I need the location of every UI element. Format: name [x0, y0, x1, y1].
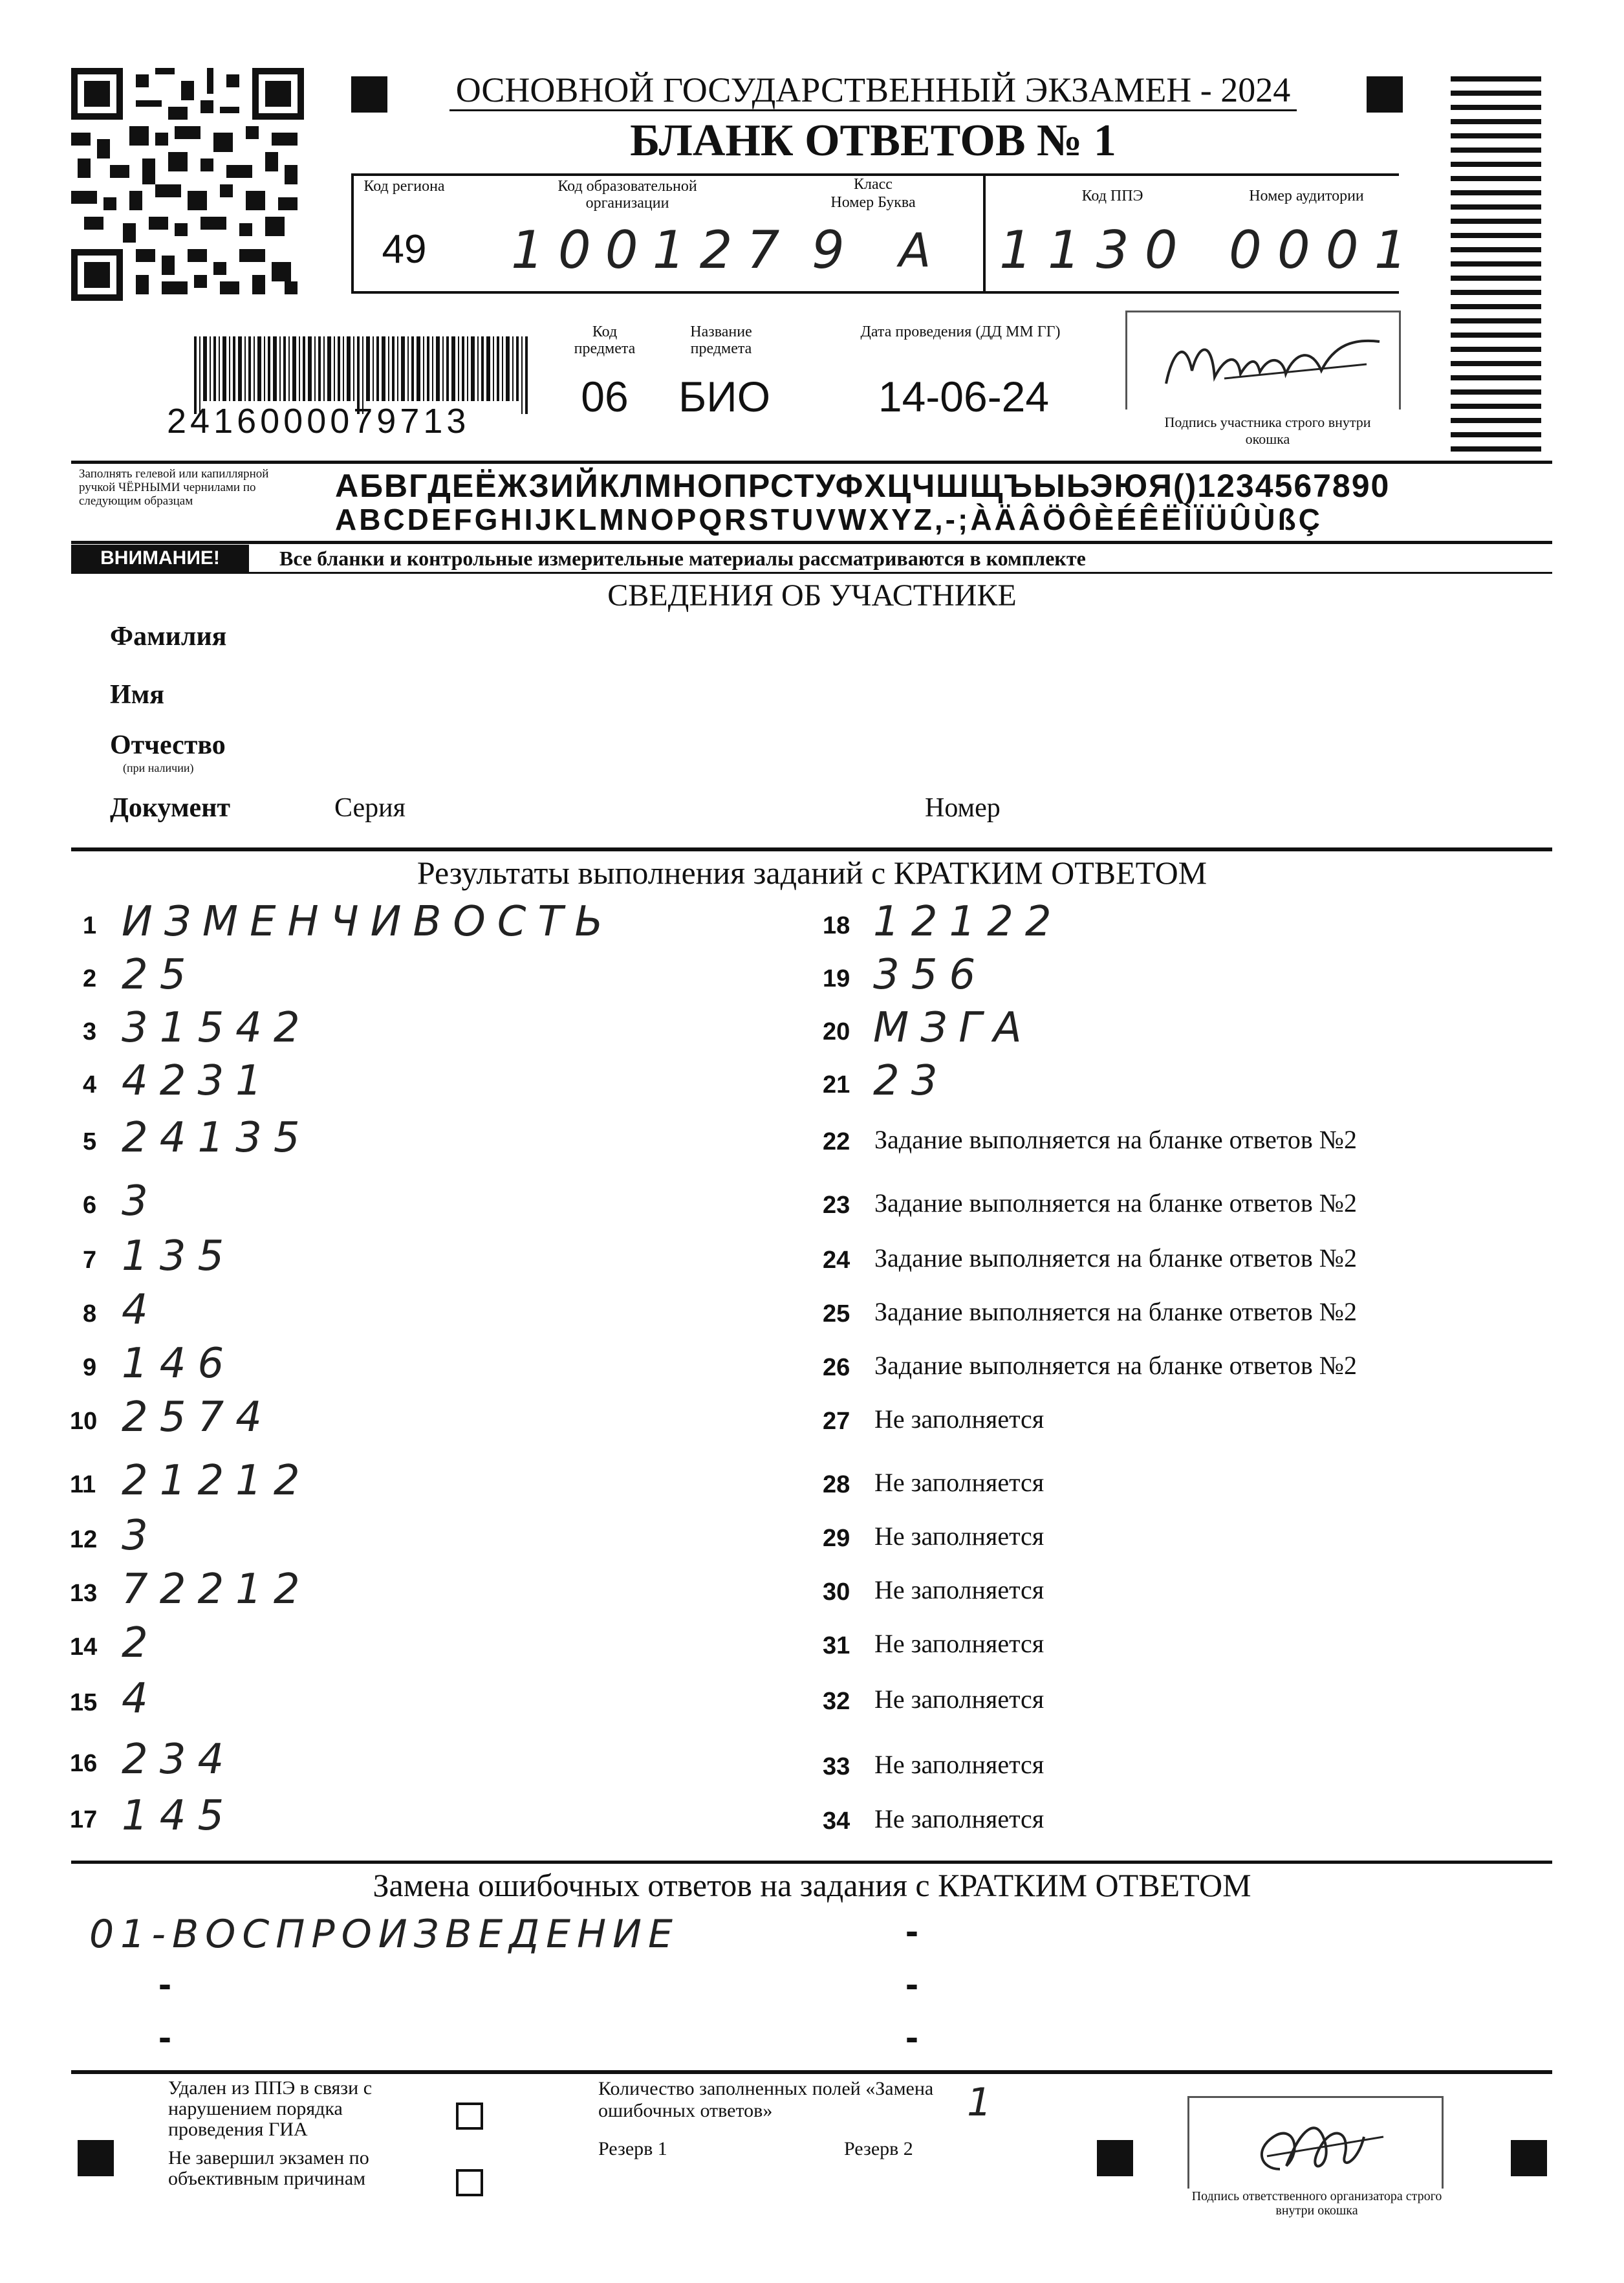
task-number: 4: [83, 1071, 97, 1098]
answer-value: 2574: [122, 1393, 274, 1441]
codes-box-left: [351, 173, 354, 294]
replacement-dash: -: [905, 1962, 918, 2005]
replacement-dash: -: [905, 1909, 918, 1952]
answer-value: 2: [122, 1619, 160, 1667]
exam-date-value: 14-06-24: [878, 373, 1050, 421]
task-number: 7: [83, 1247, 97, 1274]
class-sub-label: Номер Буква: [830, 194, 916, 211]
results-divider: [71, 847, 1552, 851]
anchor-marker-bottom-left: [78, 2140, 114, 2176]
form-title: [420, 70, 1326, 110]
task-note: Не заполняется: [874, 1685, 1045, 1714]
answer-value: 72212: [122, 1566, 312, 1613]
results-title: Результаты выполнения заданий с КРАТКИМ ОТВЕТОМ: [417, 855, 1207, 891]
number-label: Номер: [925, 793, 1001, 823]
organizer-signature-box: [1187, 2096, 1444, 2189]
answer-value: 4231: [122, 1057, 274, 1105]
task-number: 33: [823, 1753, 850, 1780]
task-number: 25: [823, 1300, 850, 1327]
surname-label: Фамилия: [110, 622, 227, 651]
subject-name-value: БИО: [678, 373, 771, 421]
replacement-divider: [71, 1861, 1552, 1864]
replacement-count-label: Количество заполненных полей «Замена ошибочных ответов»: [598, 2078, 934, 2121]
task-note: Не заполняется: [874, 1468, 1045, 1497]
answer-value: 356: [873, 951, 988, 999]
codes-box-divider: [983, 173, 986, 294]
answer-value: ИЗМЕНЧИВОСТЬ: [122, 898, 615, 946]
task-number: 11: [70, 1471, 96, 1498]
replacement-count-value: 1: [967, 2080, 1001, 2125]
series-label: Серия: [334, 793, 406, 823]
room-label: Номер аудитории: [1249, 188, 1364, 204]
organizer-signature: [1189, 2098, 1442, 2189]
reserve-1: Резерв 1: [598, 2138, 667, 2159]
org-label: Код образовательной организации: [558, 178, 697, 212]
task-note: Задание выполняется на бланке ответов №2: [874, 1297, 1357, 1326]
signature-caption: Подпись участника строго внутри окошка: [1164, 414, 1371, 447]
task-number: 19: [823, 965, 850, 992]
class-letter: А: [899, 223, 940, 278]
task-number: 32: [823, 1688, 850, 1715]
room-value: 0001: [1229, 220, 1423, 280]
answer-value: 145: [122, 1792, 236, 1840]
task-number: 13: [70, 1580, 98, 1607]
task-number: 16: [70, 1750, 98, 1777]
task-number: 34: [823, 1808, 850, 1835]
task-number: 27: [823, 1408, 850, 1435]
replacement-title: Замена ошибочных ответов на задания с КРАТКИМ ОТВЕТОМ: [373, 1867, 1251, 1903]
task-note: Не заполняется: [874, 1629, 1045, 1658]
task-note: Не заполняется: [874, 1750, 1045, 1779]
task-number: 6: [83, 1192, 97, 1219]
answer-value: 146: [122, 1340, 236, 1388]
answer-value: 3: [122, 1177, 160, 1225]
task-number: 15: [70, 1689, 98, 1716]
task-number: 9: [83, 1354, 97, 1381]
patronymic-label: Отчество: [110, 730, 226, 760]
timing-stripes: [1451, 76, 1541, 452]
org-value: 100127: [511, 220, 794, 280]
anchor-marker-top-left: [351, 76, 387, 113]
answer-value: 4: [122, 1675, 160, 1723]
subject-name-label: Название предмета: [690, 323, 752, 357]
sample-row-cyrillic: АБВГДЕЁЖЗИЙКЛМНОПРСТУФХЦЧШЩЪЫЬЭЮЯ()1234567890: [335, 468, 1391, 504]
task-number: 22: [823, 1128, 850, 1155]
answer-value: 21212: [122, 1457, 312, 1505]
task-number: 21: [823, 1071, 850, 1098]
task-number: 3: [83, 1018, 97, 1045]
answer-value: 24135: [122, 1114, 312, 1162]
footer-divider: [71, 2070, 1552, 2074]
replacement-dash: -: [158, 2015, 171, 2059]
class-label: Класс: [854, 176, 893, 193]
task-note: Не заполняется: [874, 1804, 1045, 1833]
task-number: 1: [83, 912, 97, 939]
answer-value: 3: [122, 1512, 160, 1560]
task-note: Задание выполняется на бланке ответов №2: [874, 1351, 1357, 1380]
task-number: 2: [83, 965, 97, 992]
task-note: Не заполняется: [874, 1522, 1045, 1551]
not-finished-checkbox[interactable]: [456, 2169, 483, 2196]
task-number: 29: [823, 1525, 850, 1552]
task-number: 28: [823, 1471, 850, 1498]
answer-value: 25: [122, 951, 198, 999]
replacement-dash: -: [158, 1962, 171, 2005]
anchor-marker-bottom-right: [1511, 2140, 1547, 2176]
patronymic-note: (при наличии): [123, 761, 194, 774]
task-number: 26: [823, 1354, 850, 1381]
warning-badge: ВНИМАНИЕ!: [71, 545, 249, 572]
codes-box-bottom: [351, 291, 1399, 294]
replacement-dash: -: [905, 2015, 918, 2059]
replacement-entry: 01-ВОСПРОИЗВЕДЕНИЕ: [89, 1912, 679, 1957]
divider-top: [71, 461, 1552, 464]
participant-signature: [1127, 312, 1399, 410]
warning-text: Все бланки и контрольные измерительные материалы рассматриваются в комплекте: [279, 547, 1086, 570]
warning-bar-top: [71, 541, 1552, 544]
task-number: 30: [823, 1578, 850, 1606]
task-note: Задание выполняется на бланке ответов №2: [874, 1243, 1357, 1273]
participant-section-title: СВЕДЕНИЯ ОБ УЧАСТНИКЕ: [607, 578, 1017, 613]
task-note: Задание выполняется на бланке ответов №2: [874, 1188, 1357, 1218]
task-note: Не заполняется: [874, 1575, 1045, 1604]
participant-signature-box: [1125, 311, 1401, 410]
answer-value: 4: [122, 1286, 160, 1334]
exam-date-label: Дата проведения (ДД ММ ГГ): [860, 323, 1061, 340]
task-number: 24: [823, 1247, 850, 1274]
region-label: Код региона: [363, 178, 445, 195]
task-number: 20: [823, 1018, 850, 1045]
subject-code-value: 06: [581, 373, 629, 421]
barcode-number: 2416000079713: [167, 402, 470, 441]
anchor-marker-top-right: [1367, 76, 1403, 113]
sample-instruction: Заполнять гелевой или капиллярной ручкой ЧЁРНЫМИ чернилами по следующим образцам: [79, 467, 269, 508]
task-number: 17: [70, 1806, 98, 1833]
answer-value: 12122: [873, 898, 1063, 946]
answer-value: 31542: [122, 1004, 312, 1052]
answer-value: 23: [873, 1057, 949, 1105]
qr-code: [71, 68, 304, 301]
reserve-2: Резерв 2: [844, 2138, 913, 2159]
task-number: 5: [83, 1128, 97, 1155]
task-note: Не заполняется: [874, 1404, 1045, 1434]
task-number: 14: [70, 1633, 98, 1661]
task-number: 10: [70, 1408, 98, 1435]
removed-label: Удален из ППЭ в связи с нарушением порядка проведения ГИА: [168, 2077, 373, 2140]
ppe-label: Код ППЭ: [1081, 188, 1143, 204]
name-label: Имя: [110, 680, 164, 710]
form-title-text: ОСНОВНОЙ ГОСУДАРСТВЕННЫЙ ЭКЗАМЕН - 2024: [449, 71, 1297, 111]
answer-value: 135: [122, 1232, 236, 1280]
task-number: 31: [823, 1632, 850, 1659]
removed-checkbox[interactable]: [456, 2103, 483, 2130]
sample-row-latin: ABCDEFGHIJKLMNOPQRSTUVWXYZ,-;ÀÄÂÖÔÈÉÊËÌÏÜÛÙßÇ: [335, 503, 1323, 536]
region-value: 49: [382, 227, 427, 272]
subject-code-label: Код предмета: [574, 323, 636, 357]
ppe-value: 1130: [999, 220, 1193, 280]
answer-value: 234: [122, 1736, 236, 1784]
task-number: 12: [70, 1526, 98, 1553]
answer-value: МЗГА: [873, 1004, 1034, 1052]
task-number: 23: [823, 1192, 850, 1219]
organizer-signature-caption: Подпись ответственного организатора строго внутри окошка: [1191, 2189, 1442, 2218]
task-number: 18: [823, 912, 850, 939]
anchor-marker-bottom-mid: [1097, 2140, 1133, 2176]
class-number: 9: [812, 220, 854, 280]
task-number: 8: [83, 1300, 97, 1327]
warning-bar-bottom: [71, 572, 1552, 574]
form-subtitle: БЛАНК ОТВЕТОВ № 1: [630, 116, 1116, 166]
not-finished-label: Не завершил экзамен по объективным причинам: [168, 2147, 369, 2189]
task-note: Задание выполняется на бланке ответов №2: [874, 1125, 1357, 1154]
document-label: Документ: [110, 793, 231, 823]
